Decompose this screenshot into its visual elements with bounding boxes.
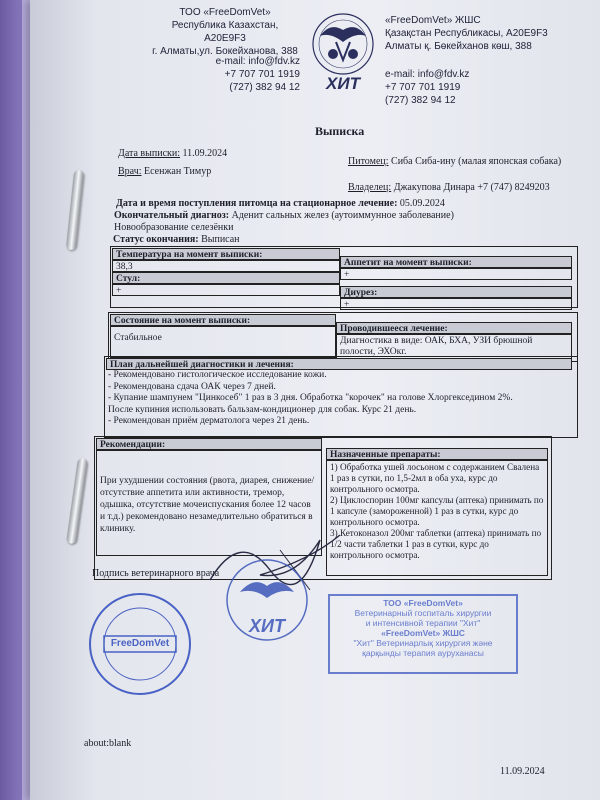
header-email: e-mail: info@fdv.kz: [215, 56, 300, 67]
signature-label: Подпись ветеринарного врача: [92, 568, 220, 579]
plan-label: План дальнейшей диагностики и лечения:: [106, 358, 572, 370]
treatment-label: Проводившееся лечение:: [336, 322, 572, 334]
owner-row: [348, 182, 573, 194]
diagnosis-label: Окончательный диагноз:: [114, 210, 230, 221]
pet-label: Питомец:: [348, 156, 389, 167]
plan-item: - Рекомендовано гистологическое исследование кожи.: [108, 370, 327, 380]
appetite-label: Аппетит на момент выписки:: [340, 256, 572, 268]
header-right-line: «FreeDomVet» ЖШС: [385, 15, 481, 26]
clinic-logo: [300, 8, 386, 94]
round-stamp: [88, 592, 192, 696]
prescription-item: 1) Обработка ушей лосьоном с содержанием Свалена 1 раз в сутки, по 1,5-2мл в оба уха, курс до контрольного осмотра.: [330, 462, 540, 494]
stool-label: Стул:: [112, 272, 340, 284]
diuresis-label: Диурез:: [340, 286, 572, 298]
rect-stamp-line: ТОО «FreeDomVet»: [383, 598, 463, 608]
rect-stamp-line: «FreeDomVet» ЖШС: [381, 628, 465, 638]
document-title: Выписка: [315, 124, 365, 138]
owner-label: Владелец:: [348, 182, 392, 193]
footer-date: 11.09.2024: [500, 766, 545, 777]
logo-stamp: [212, 556, 322, 646]
discharge-date-row: [118, 148, 227, 160]
rect-stamp-line: "Хит" Ветеринарлық хирургия және: [353, 638, 493, 648]
logo-stamp-wordmark: ХИТ: [249, 616, 285, 636]
plan-item: - Рекомендована сдача ОАК через 7 дней.: [108, 381, 276, 392]
header-right-line: Алматы қ. Бөкейханов көш, 388: [385, 41, 532, 52]
footer-url: about:blank: [84, 738, 132, 749]
stool-value: +: [112, 284, 340, 296]
rect-stamp-line: и интенсивной терапии "Хит": [365, 618, 481, 628]
pet-value: Сиба Сиба-ину (малая японская собака): [391, 156, 562, 167]
diagnosis-value: Аденит сальных желез (аутоиммунное заболевание): [231, 210, 454, 221]
header-right-line: Қазақстан Республикасы, A20E9F3: [385, 28, 548, 39]
owner-value: Джакупова Динара +7 (747) 8249203: [393, 182, 550, 193]
header-phone: (727) 382 94 12: [385, 95, 456, 106]
header-phone: +7 707 701 1919: [224, 69, 300, 80]
header-right: [385, 14, 565, 53]
round-stamp-center: FreeDomVet: [110, 638, 170, 649]
diagnosis-extra: Новообразование селезёнки: [114, 222, 234, 233]
pet-row: [348, 156, 568, 168]
status-label: Статус окончания:: [113, 234, 199, 245]
doctor-value: Есенжан Тимур: [144, 166, 212, 177]
doctor-label: Врач:: [118, 166, 142, 177]
condition-label: Состояние на момент выписки:: [110, 314, 336, 326]
discharge-date-label: Дата выписки:: [118, 148, 181, 159]
plan-item: - Купание шампунем "Цинкосеб" 1 раз в 3 дня. Обработка "корочек" на голове Хлоргексединoм 2%.: [108, 393, 513, 403]
header-left-line: г. Алматы,ул. Бокейханова, 388: [152, 46, 298, 57]
recommendations-text: При ухудшении состояния (рвота, диарея, снижение/отсутствие аппетита или активности, тремор, одышка, отсутствие мочеиспускания более 12 часов и т.д.) рекомендовано незамедлительно обратиться в клинику.: [96, 450, 322, 556]
header-left-line: ТОО «FreeDomVet»: [179, 7, 271, 18]
header-left-line: Республика Казахстан, A20E9F3: [171, 20, 279, 44]
prescription-item: 2) Циклоспорин 100мг капсулы (аптека) принимать по 1 капсуле (замороженной) 1 раз в сутки, курс до контрольного осмотра.: [330, 495, 544, 527]
prescription-item: 3) Кетоконазол 200мг таблетки (аптека) принимать по 1/2 части таблетки 1 раз в сутки, курс до контрольного осмотра.: [330, 528, 542, 560]
header-phone: (727) 382 94 12: [229, 82, 300, 93]
header-left-contact: [200, 55, 300, 94]
header-left: [150, 6, 300, 58]
plan-list: [108, 370, 574, 428]
logo-wordmark: ХИТ: [326, 74, 360, 93]
prescriptions-label: Назначенные препараты:: [326, 448, 548, 460]
header-phone: +7 707 701 1919: [385, 82, 461, 93]
header-email: e-mail: info@fdv.kz: [385, 69, 470, 80]
status-row: [113, 234, 240, 246]
admission-value: 05.09.2024: [399, 198, 445, 209]
condition-value: Стабильное: [110, 326, 336, 358]
plan-item: После купиния использовать бальзам-кондиционер для собак. Курс 21 день.: [108, 404, 417, 415]
temp-value: 38,3: [112, 260, 340, 272]
plan-item: - Рекомендован приём дерматолога через 21 день.: [108, 416, 310, 426]
header-right-contact: [385, 68, 495, 107]
admission-row: [116, 198, 576, 210]
prescriptions-list: [326, 460, 548, 576]
diuresis-value: +: [340, 298, 572, 310]
admission-label: Дата и время поступления питомца на стационарное лечение:: [116, 198, 398, 209]
diagnosis-row: [114, 210, 574, 222]
treatment-value: Диагностика в виде: ОАК, БХА, УЗИ брюшной полости, ЭХОкг.: [336, 334, 572, 360]
appetite-value: +: [340, 268, 572, 280]
recommendations-label: Рекомендации:: [96, 438, 322, 450]
discharge-date-value: 11.09.2024: [182, 148, 228, 159]
rect-stamp: [328, 594, 518, 674]
status-value: Выписан: [201, 234, 240, 245]
temp-label: Температура на момент выписки:: [112, 248, 340, 260]
rect-stamp-line: қарқынды терапия ауруханасы: [362, 648, 484, 658]
doctor-row: [118, 166, 211, 178]
rect-stamp-line: Ветеринарный госпиталь хирургии: [354, 608, 492, 618]
